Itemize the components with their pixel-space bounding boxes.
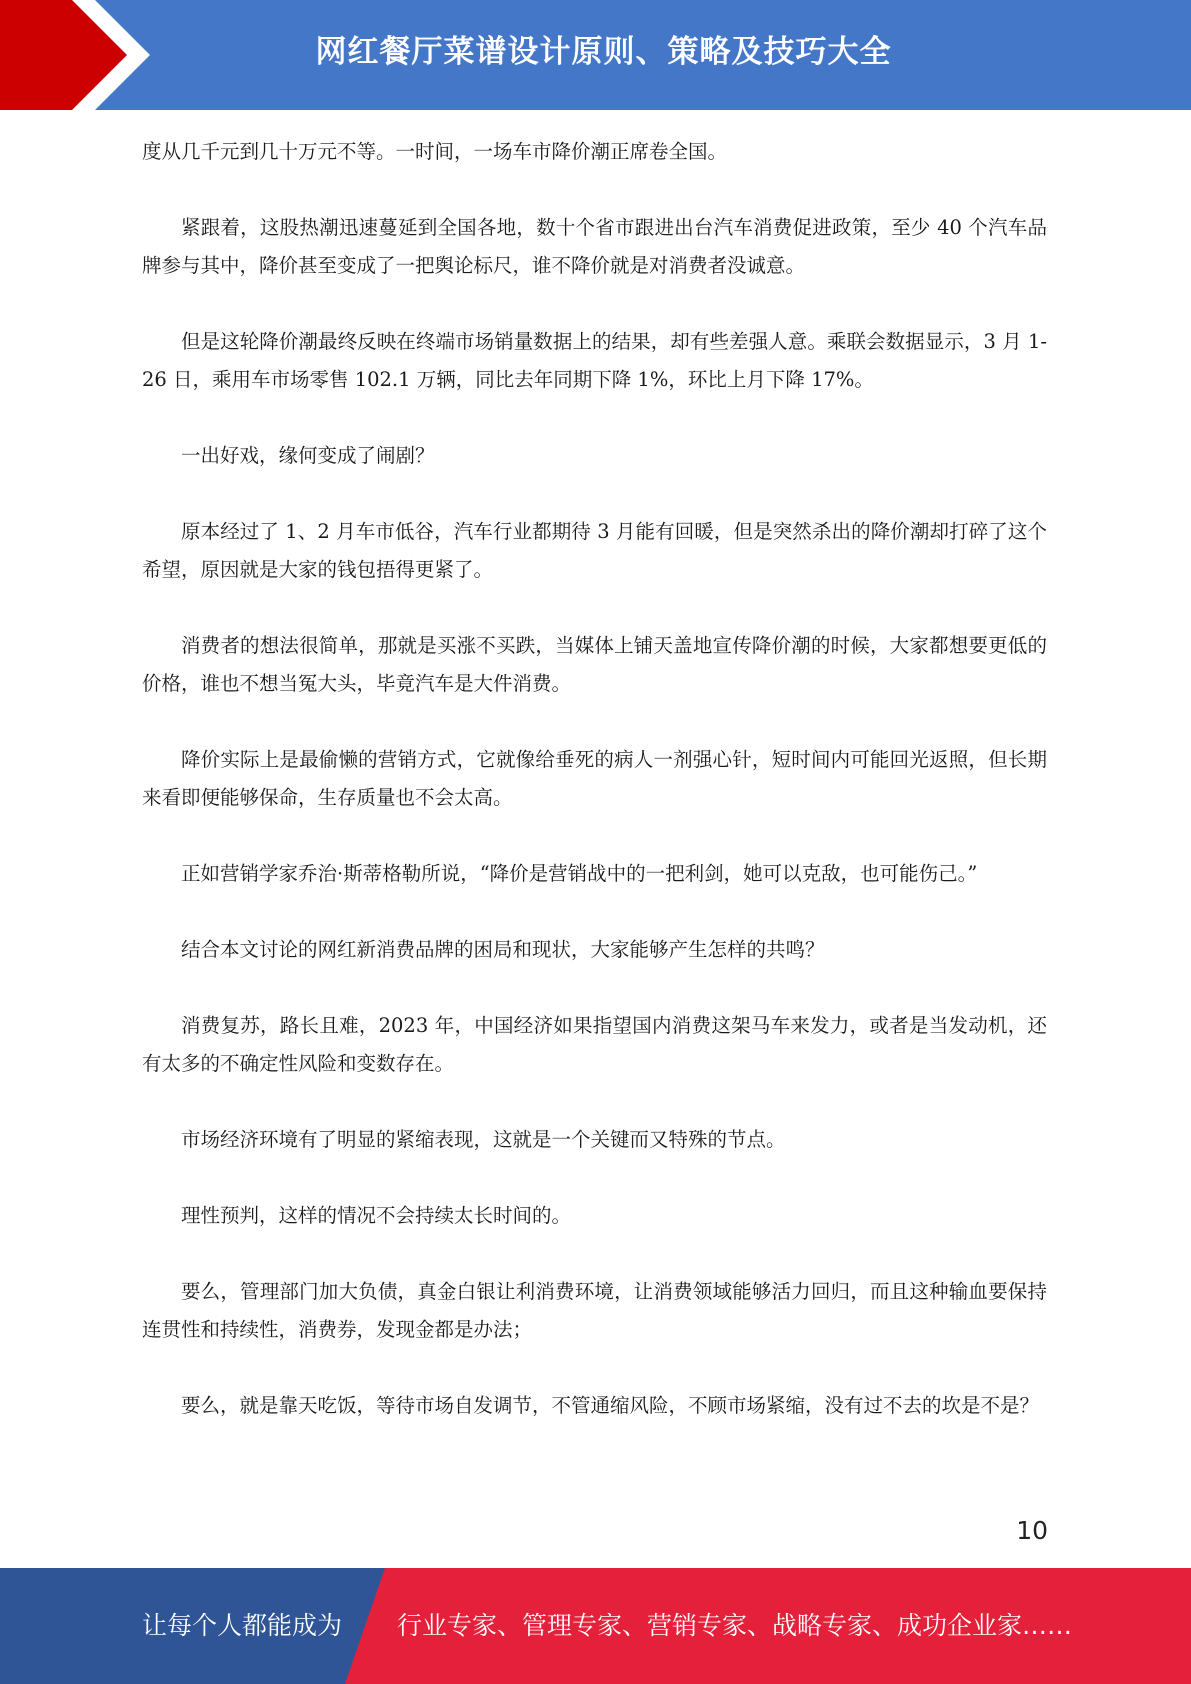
paragraph: 但是这轮降价潮最终反映在终端市场销量数据上的结果，却有些差强人意。乘联会数据显示，3 月 1-26 日，乘用车市场零售 102.1 万辆，同比去年同期下降 1%，环比上月下降 17%。 [142, 330, 1047, 391]
paragraph: 紧跟着，这股热潮迅速蔓延到全国各地，数十个省市跟进出台汽车消费促进政策，至少 40 个汽车品牌参与其中，降价甚至变成了一把舆论标尺，谁不降价就是对消费者没诚意。 [142, 216, 1047, 277]
paragraph: 降价实际上是最偷懒的营销方式，它就像给垂死的病人一剂强心针，短时间内可能回光返照，但长期来看即便能够保命，生存质量也不会太高。 [142, 748, 1047, 809]
paragraph: 理性预判，这样的情况不会持续太长时间的。 [181, 1204, 572, 1227]
footer-slogan-roles: 行业专家、管理专家、营销专家、战略专家、成功企业家…… [397, 1611, 1073, 1640]
paragraph: 正如营销学家乔治·斯蒂格勒所说，“降价是营销战中的一把利剑，她可以克敌，也可能伤己。” [181, 862, 978, 885]
paragraph: 市场经济环境有了明显的紧缩表现，这就是一个关键而又特殊的节点。 [181, 1128, 786, 1151]
page-title: 网红餐厅菜谱设计原则、策略及技巧大全 [315, 34, 892, 70]
header-banner [0, 0, 1191, 110]
page-number: 10 [1016, 1516, 1048, 1545]
paragraph: 结合本文讨论的网红新消费品牌的困局和现状，大家能够产生怎样的共鸣？ [181, 938, 825, 961]
article-body [142, 133, 1047, 1463]
paragraph: 消费复苏，路长且难，2023 年，中国经济如果指望国内消费这架马车来发力，或者是当发动机，还有太多的不确定性风险和变数存在。 [142, 1014, 1047, 1075]
paragraph: 原本经过了 1、2 月车市低谷，汽车行业都期待 3 月能有回暖，但是突然杀出的降价潮却打碎了这个希望，原因就是大家的钱包捂得更紧了。 [142, 520, 1047, 581]
paragraph: 消费者的想法很简单，那就是买涨不买跌，当媒体上铺天盖地宣传降价潮的时候，大家都想要更低的价格，谁也不想当冤大头，毕竟汽车是大件消费。 [142, 634, 1047, 695]
paragraph: 要么，管理部门加大负债，真金白银让利消费环境，让消费领域能够活力回归，而且这种输血要保持连贯性和持续性，消费券，发现金都是办法； [142, 1280, 1047, 1341]
paragraph: 要么，就是靠天吃饭，等待市场自发调节，不管通缩风险，不顾市场紧缩，没有过不去的坎是不是？ [181, 1394, 1040, 1417]
footer-banner [0, 1568, 1191, 1684]
footer-slogan-lead: 让每个人都能成为 [142, 1611, 343, 1640]
paragraph: 一出好戏，缘何变成了闹剧？ [181, 444, 435, 467]
paragraph: 度从几千元到几十万元不等。一时间，一场车市降价潮正席卷全国。 [142, 140, 728, 163]
